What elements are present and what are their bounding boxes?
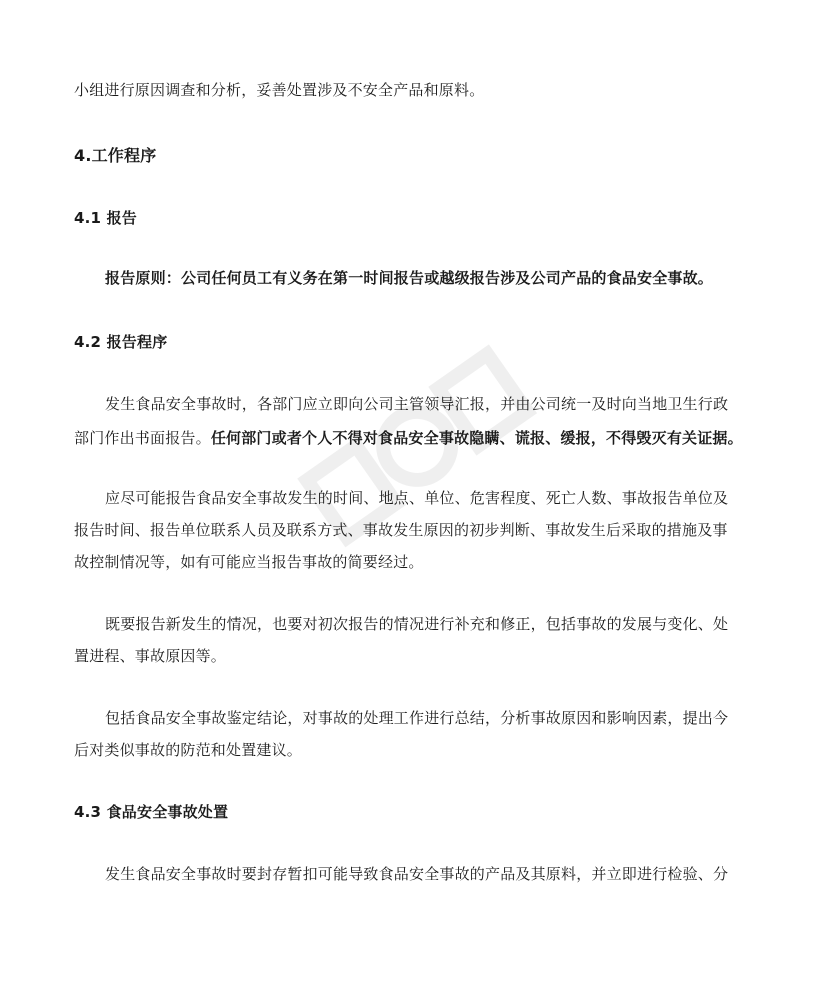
paragraph-line: 报告时间、报告单位联系人员及联系方式、事故发生原因的初步判断、事故发生后采取的措施及事 <box>74 521 728 539</box>
report-principle: 报告原则：公司任何员工有义务在第一时间报告或越级报告涉及公司产品的食品安全事故。 <box>105 269 714 287</box>
paragraph-line: 应尽可能报告食品安全事故发生的时间、地点、单位、危害程度、死亡人数、事故报告单位及 <box>105 489 729 507</box>
subsection-heading: 4.3 食品安全事故处置 <box>74 803 229 821</box>
paragraph-line: 置进程、事故原因等。 <box>74 647 227 665</box>
paragraph-line: 小组进行原因调查和分析，妥善处置涉及不安全产品和原料。 <box>74 81 485 99</box>
paragraph-bold-text: 任何部门或者个人不得对食品安全事故隐瞒、谎报、缓报，不得毁灭有关证据。 <box>210 429 743 447</box>
paragraph-line: 发生食品安全事故时，各部门应立即向公司主管领导汇报，并由公司统一及时向当地卫生行政 <box>105 395 729 413</box>
paragraph-line <box>74 428 743 448</box>
paragraph-line: 后对类似事故的防范和处置建议。 <box>74 741 303 759</box>
subsection-heading: 4.2 报告程序 <box>74 333 168 351</box>
paragraph-line: 既要报告新发生的情况，也要对初次报告的情况进行补充和修正，包括事故的发展与变化、处 <box>105 615 729 633</box>
section-heading: 4.工作程序 <box>74 146 157 165</box>
paragraph-line: 发生食品安全事故时要封存暂扣可能导致食品安全事故的产品及其原料，并立即进行检验、分 <box>105 865 729 883</box>
subsection-heading: 4.1 报告 <box>74 209 137 227</box>
paragraph-line: 故控制情况等，如有可能应当报告事故的简要经过。 <box>74 553 424 571</box>
paragraph-text: 部门作出书面报告。 <box>74 429 211 447</box>
paragraph-line: 包括食品安全事故鉴定结论，对事故的处理工作进行总结，分析事故原因和影响因素，提出今 <box>105 709 729 727</box>
